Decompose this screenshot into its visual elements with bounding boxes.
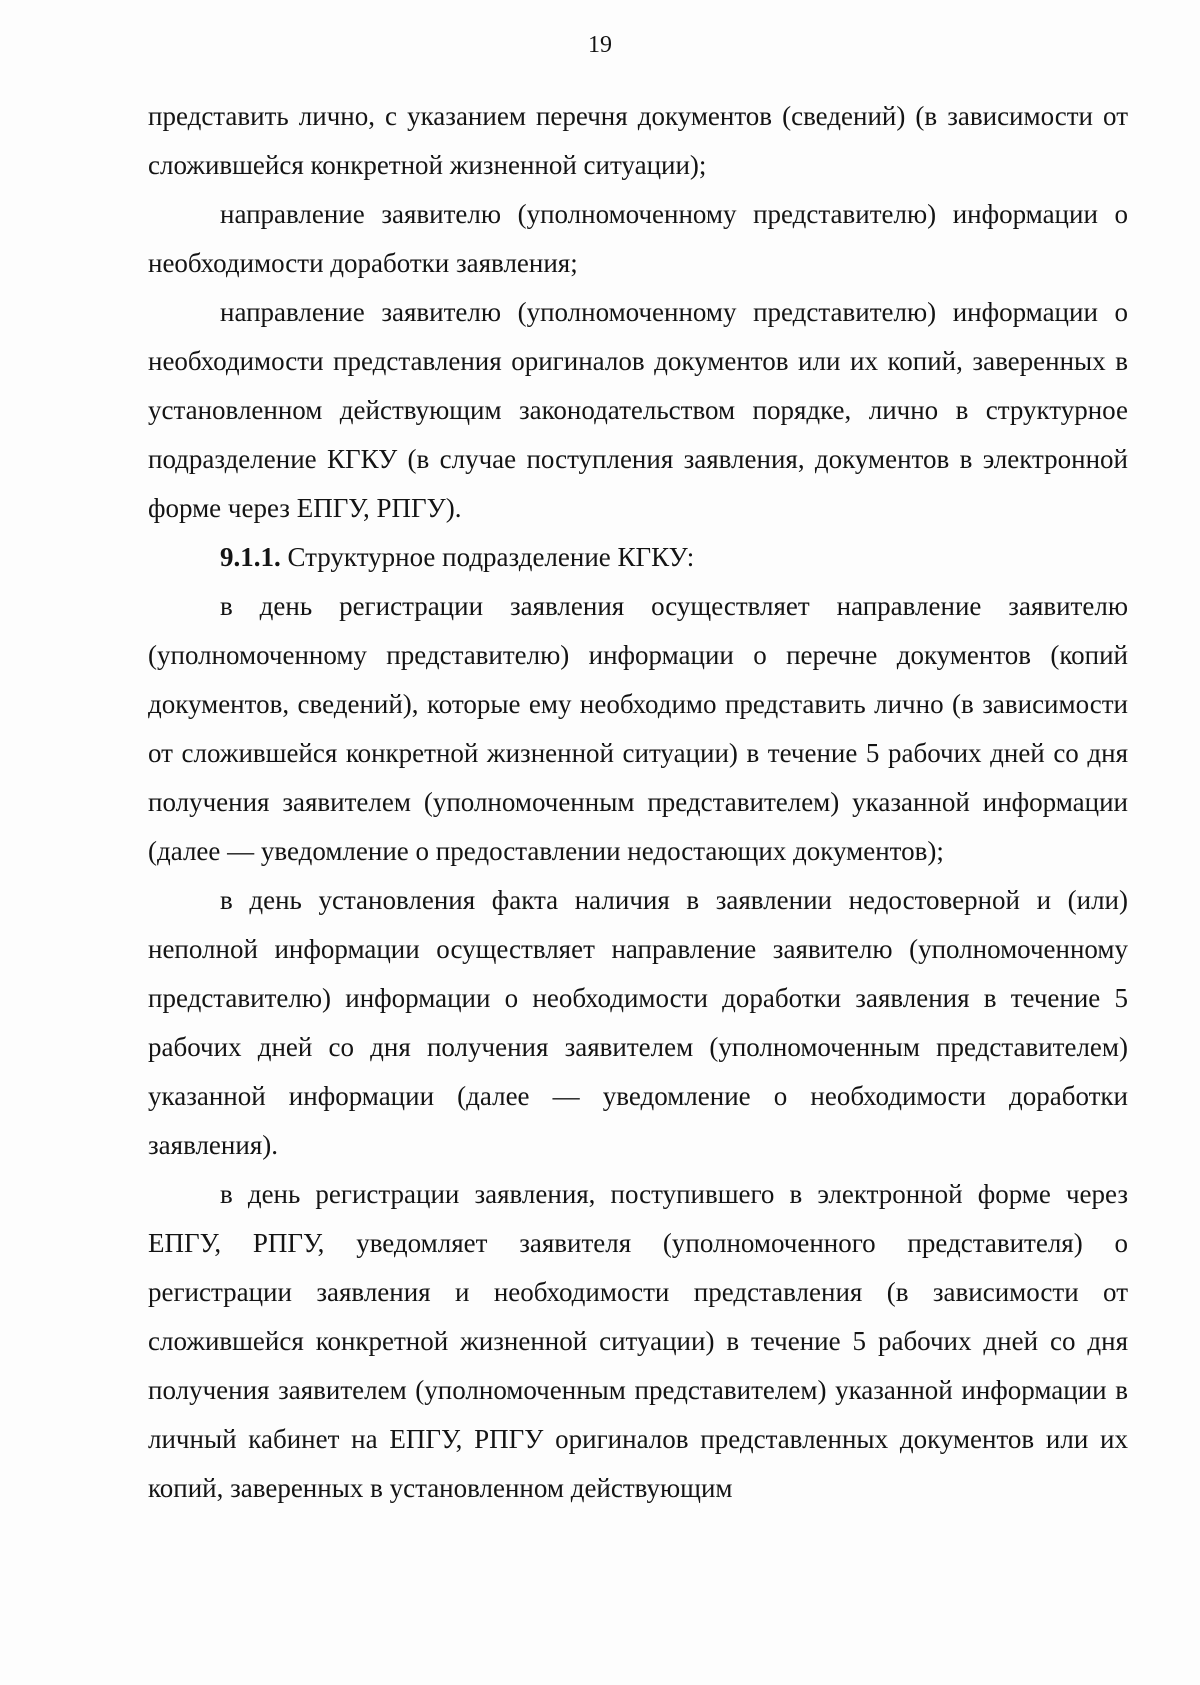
- document-body: [148, 92, 1128, 1513]
- paragraph-incomplete-information: в день установления факта наличия в заявлении недостоверной и (или) неполной информации осуществляет направление заявителю (уполномоченному представителю) информации о необходимости доработки заявления в течение 5 рабочих дней со дня получения заявителем (уполномоченным представителем) указанной информации (далее — уведомление о необходимости доработки заявления).: [148, 885, 1128, 1160]
- paragraph-continuation: представить лично, с указанием перечня документов (сведений) (в зависимости от сложившейся конкретной жизненной ситуации);: [148, 101, 1128, 180]
- paragraph-originals-notice: направление заявителю (уполномоченному представителю) информации о необходимости представления оригиналов документов или их копий, заверенных в установленном действующим законодательством порядке, лично в структурное подразделение КГКУ (в случае поступления заявления, документов в электронной форме через ЕПГУ, РПГУ).: [148, 297, 1128, 523]
- paragraph-missing-documents: в день регистрации заявления осуществляет направление заявителю (уполномоченному представителю) информации о перечне документов (копий документов, сведений), которые ему необходимо представить лично (в зависимости от сложившейся конкретной жизненной ситуации) в течение 5 рабочих дней со дня получения заявителем (уполномоченным представителем) указанной информации (далее — уведомление о предоставлении недостающих документов);: [148, 591, 1128, 866]
- paragraph-electronic-registration: в день регистрации заявления, поступившего в электронной форме через ЕПГУ, РПГУ, уведомляет заявителя (уполномоченного представителя) о регистрации заявления и необходимости представления (в зависимости от сложившейся конкретной жизненной ситуации) в течение 5 рабочих дней со дня получения заявителем (уполномоченным представителем) указанной информации в личный кабинет на ЕПГУ, РПГУ оригиналов представленных документов или их копий, заверенных в установленном действующим: [148, 1179, 1128, 1503]
- section-title: Структурное подразделение КГКУ:: [280, 542, 695, 572]
- section-heading-9-1-1: [148, 533, 1128, 582]
- paragraph-refinement-notice: направление заявителю (уполномоченному представителю) информации о необходимости доработки заявления;: [148, 199, 1128, 278]
- section-number: 9.1.1.: [220, 542, 281, 572]
- page-number: 19: [588, 32, 612, 58]
